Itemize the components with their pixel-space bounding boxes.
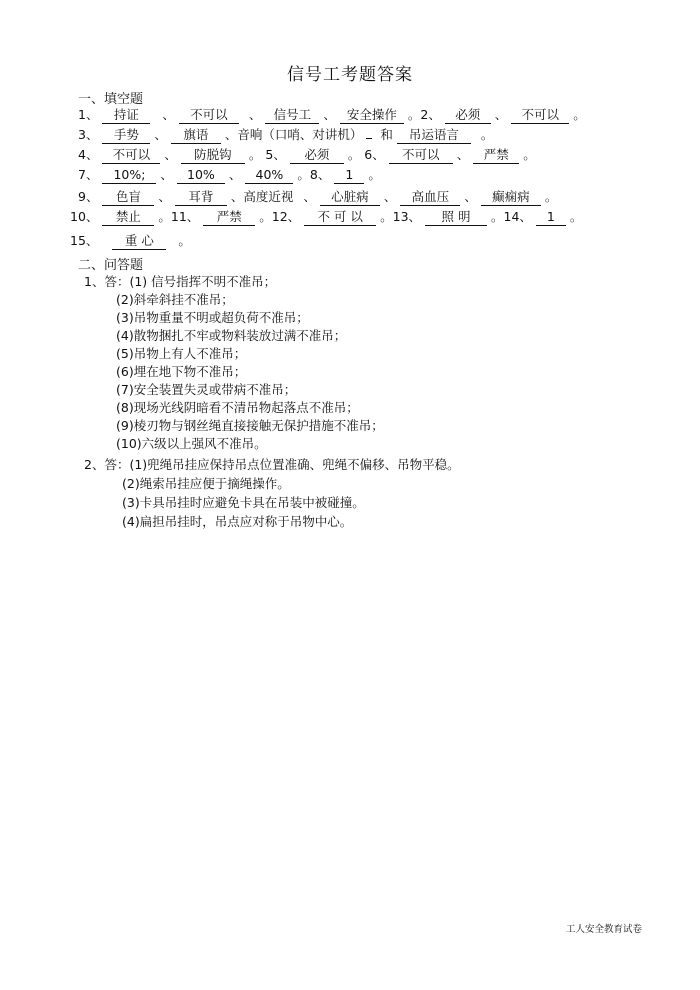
separator: 。14、 [491, 209, 532, 224]
q2-line: (4)扁担吊挂时，吊点应对称于吊物中心。 [122, 514, 353, 529]
answer-blank: 不 可 以 [304, 209, 376, 226]
answer-blank: 防脱钩 [181, 147, 245, 164]
separator: 。 [368, 167, 381, 182]
answer-blank: 不可以 [102, 147, 160, 164]
answer-blank: 癫痫病 [481, 189, 541, 206]
item-number: 7、 [78, 167, 99, 182]
separator: 、 [164, 147, 177, 162]
separator: 。 [544, 189, 558, 204]
q2-line: (2)绳索吊挂应便于摘绳操作。 [122, 476, 290, 491]
footer-caption: 工人安全教育试卷 [565, 924, 642, 935]
fill-row-5 [78, 188, 557, 206]
fill-row-4 [78, 166, 381, 184]
separator: 、 [228, 167, 242, 182]
item-number: 3、 [78, 127, 99, 142]
separator: 、 [323, 107, 336, 122]
answer-blank: 不可以 [389, 147, 453, 164]
answer-blank: 吊运语言 [397, 127, 471, 144]
item-number: 4、 [78, 147, 99, 162]
answer-blank: 不可以 [179, 107, 239, 124]
item-number: 15、 [70, 233, 99, 248]
separator: 、高度近视 [230, 189, 294, 204]
answer-blank: 禁止 [102, 209, 154, 226]
answer-blank: 严禁 [473, 147, 519, 164]
separator: 、 [162, 107, 175, 122]
separator: 。 [573, 107, 586, 122]
separator: 、 [383, 189, 397, 204]
separator: 。 5、 [248, 147, 286, 162]
separator: 、 [456, 147, 470, 162]
answer-blank: 严禁 [203, 209, 255, 226]
separator: 。2、 [407, 107, 441, 122]
q1-line: (2)斜牵斜挂不准吊； [116, 292, 234, 307]
separator: 。 6、 [347, 147, 385, 162]
separator: 。 [569, 209, 583, 224]
answer-blank: 必须 [290, 147, 344, 164]
answer-blank: 心脏病 [320, 189, 380, 206]
fill-row-6 [70, 208, 582, 226]
answer-blank: 必须 [445, 107, 491, 124]
q1-line: (9)棱刃物与钢丝绳直接接触无保护措施不准吊； [116, 418, 384, 433]
separator: 、 [303, 189, 316, 204]
answer-blank: 持证 [102, 107, 150, 124]
separator: 、 [464, 189, 477, 204]
answer-blank: 安全操作 [340, 107, 404, 124]
q2-line: (3)卡具吊挂时应避免卡具在吊装中被碰撞。 [122, 495, 365, 510]
q1-line: (7)安全装置失灵或带病不准吊； [116, 382, 297, 397]
q1-line: (4)散物捆扎不牢或物料装放过满不准吊； [116, 328, 347, 343]
separator: 、 [248, 107, 262, 122]
separator: 、音响（口哨、对讲机） [224, 127, 363, 142]
page-title: 信号工考题答案 [287, 65, 413, 85]
answer-blank: 不可以 [511, 107, 569, 124]
fill-row-2 [78, 126, 493, 144]
separator: 。13、 [380, 209, 422, 224]
answer-blank: 高血压 [400, 189, 460, 206]
separator: 、 [154, 127, 167, 142]
separator: 。 [523, 147, 536, 162]
answer-blank: 10% [177, 167, 225, 184]
fill-row-1 [78, 106, 586, 124]
answer-blank: 色盲 [102, 189, 154, 206]
answer-blank: 10%; [102, 167, 156, 184]
section-heading-fill: 一、填空题 [78, 92, 144, 107]
separator: 。12、 [259, 209, 301, 224]
answer-blank: 耳背 [175, 189, 227, 206]
fill-row-7 [70, 232, 191, 250]
answer-blank: 信号工 [265, 107, 319, 124]
q2-line: 2、答：(1)兜绳吊挂应保持吊点位置准确、兜绳不偏移、吊物平稳。 [84, 457, 460, 472]
separator: 。11、 [158, 209, 200, 224]
separator: 和 [380, 127, 393, 142]
separator: 。8、 [297, 167, 331, 182]
separator: 、 [494, 107, 508, 122]
section-heading-qa: 二、问答题 [78, 258, 144, 273]
q1-line: (8)现场光线阴暗看不清吊物起落点不准吊； [116, 400, 359, 415]
separator: 、 [160, 167, 173, 182]
q1-line: (3)吊物重量不明或超负荷不准吊； [116, 310, 309, 325]
item-number: 10、 [70, 209, 99, 224]
separator: 。 [178, 233, 191, 248]
separator: 。 [480, 127, 494, 142]
item-number: 9、 [78, 189, 99, 204]
separator: 、 [158, 189, 171, 204]
q1-line: (10)六级以上强风不准吊。 [116, 436, 267, 451]
q1-line: 1、答：(1) 信号指挥不明不准吊； [84, 274, 277, 289]
answer-blank: 手势 [102, 127, 150, 144]
item-number: 1、 [78, 107, 99, 122]
answer-blank: 40% [245, 167, 293, 184]
q1-line: (5)吊物上有人不准吊； [116, 346, 247, 361]
q1-line: (6)埋在地下物不准吊； [116, 364, 247, 379]
answer-blank: 重 心 [112, 233, 166, 250]
answer-blank: 1 [536, 209, 566, 226]
answer-blank: 1 [334, 167, 364, 184]
answer-blank: 旗语 [171, 127, 221, 144]
underline-tail [366, 138, 372, 139]
answer-blank: 照 明 [425, 209, 487, 226]
fill-row-3 [78, 146, 536, 164]
